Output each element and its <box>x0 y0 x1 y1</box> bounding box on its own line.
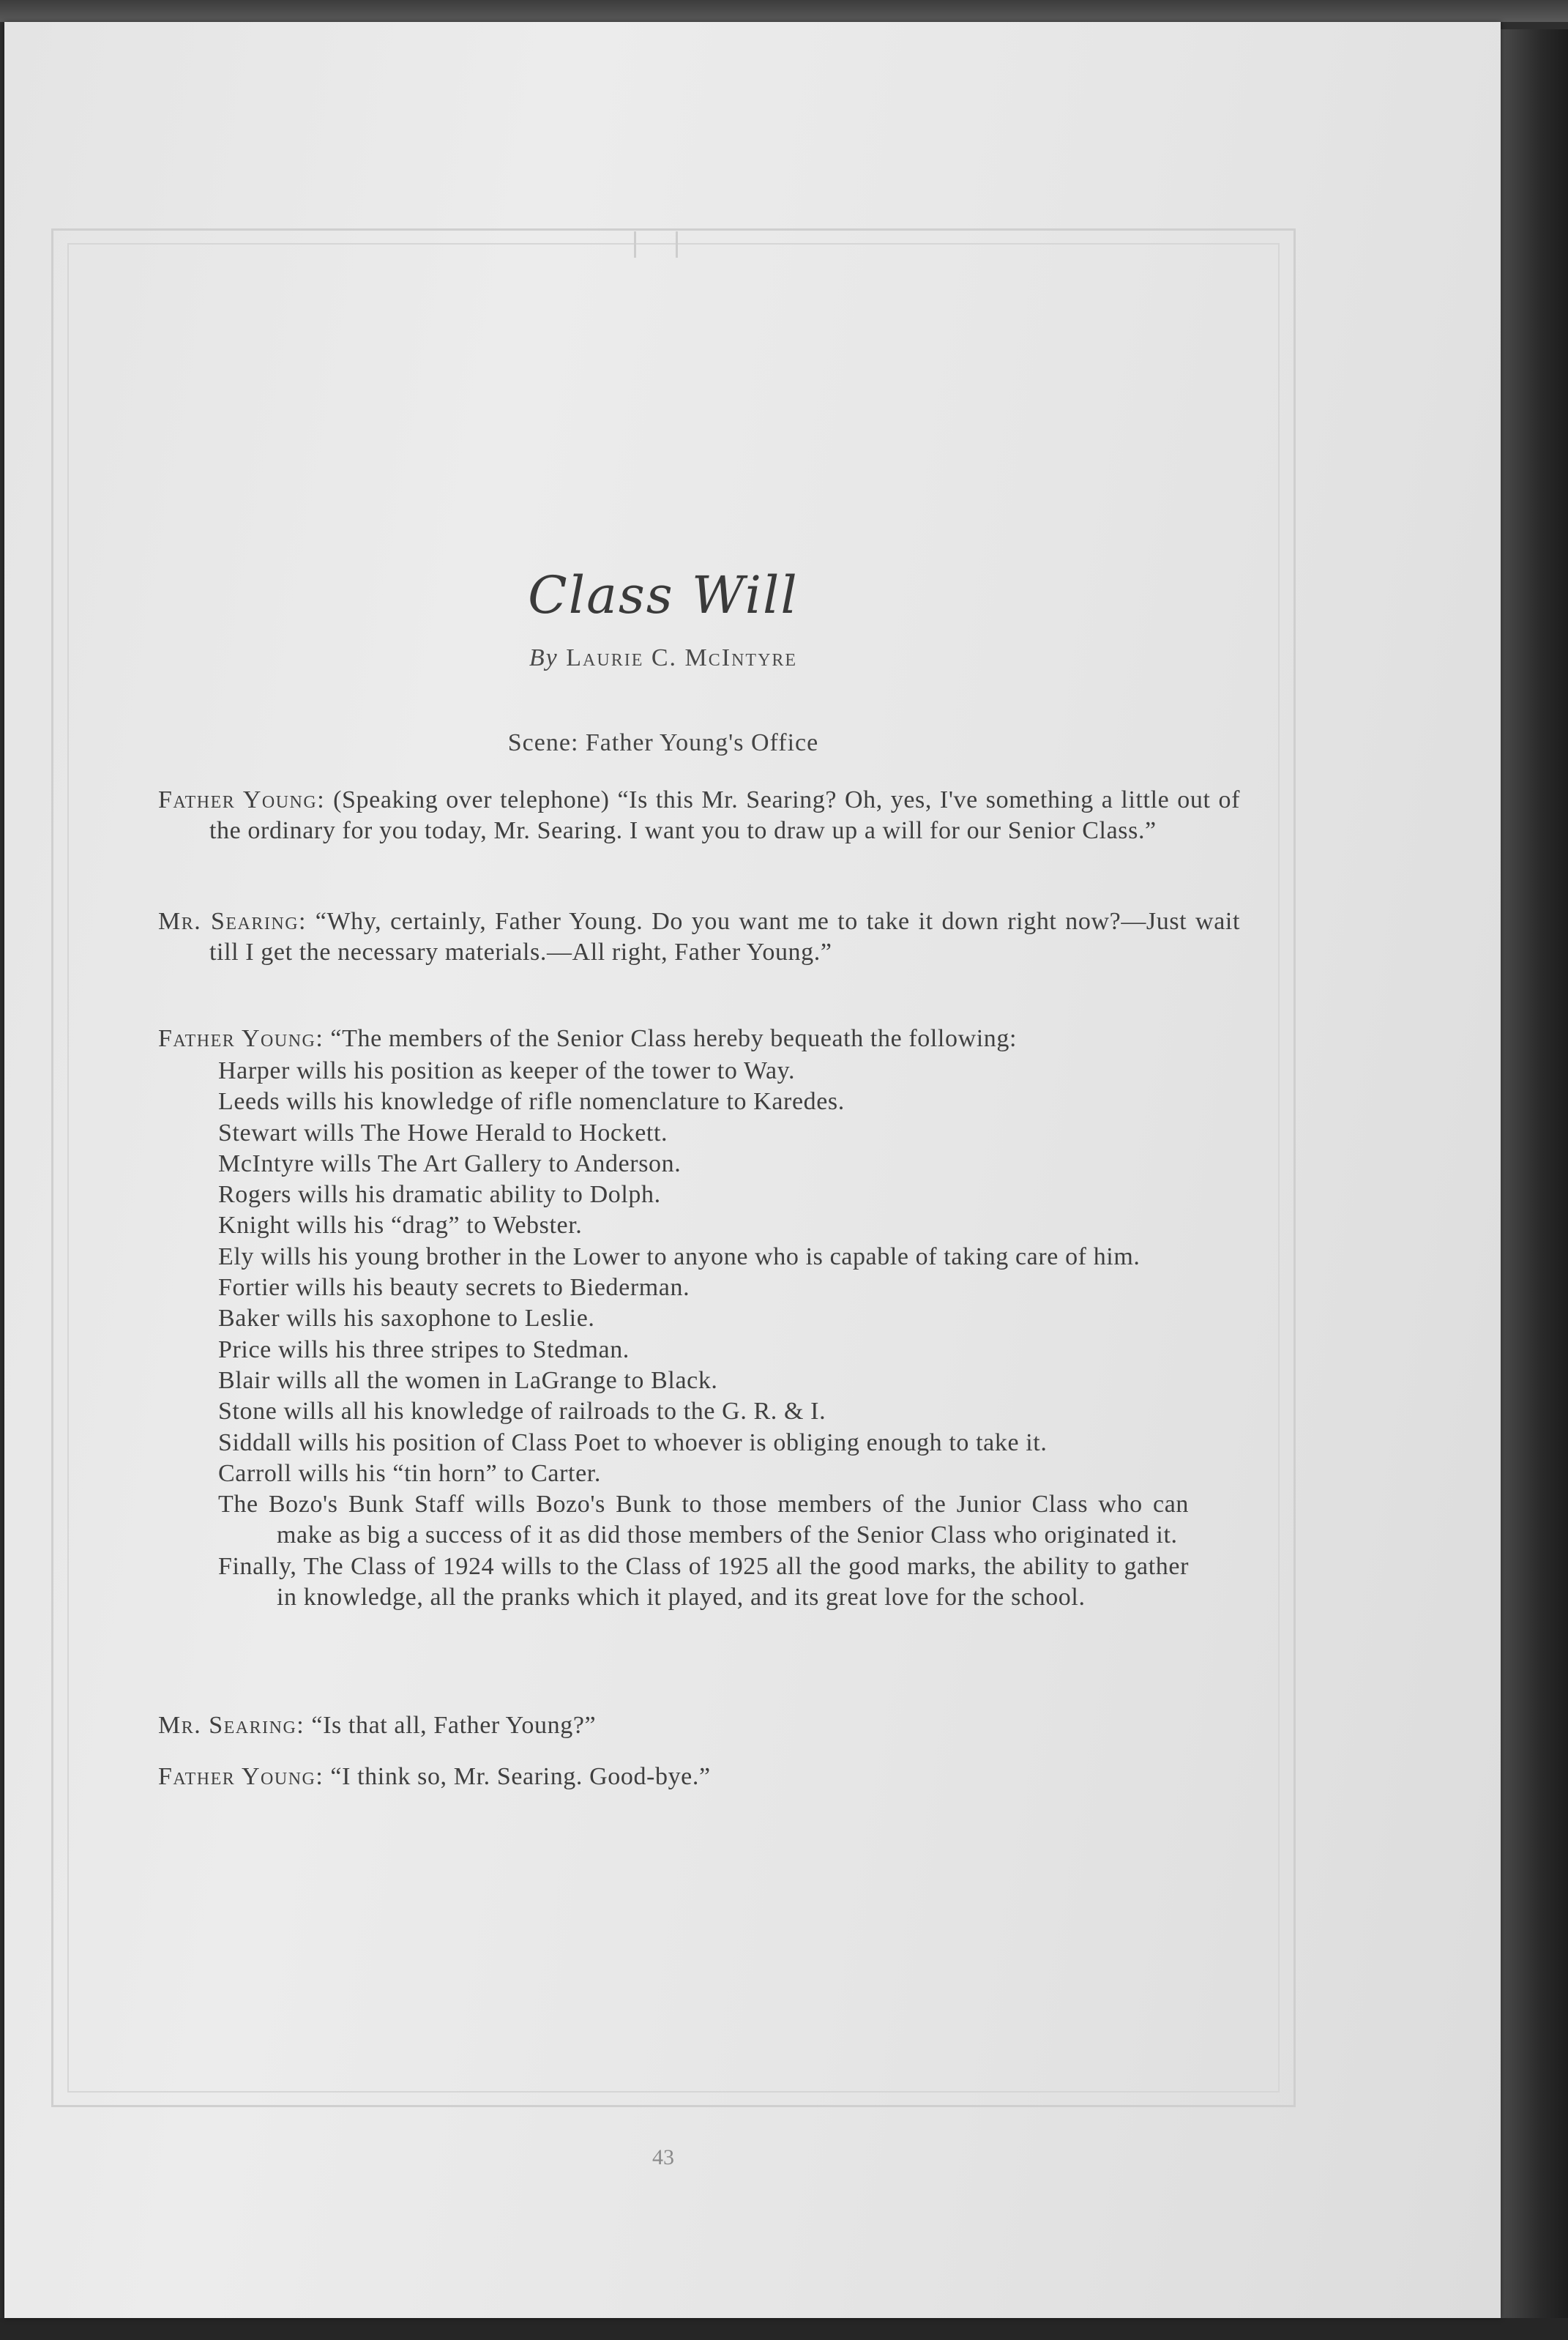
speech-text: “Why, certainly, Father Young. Do you want me to take it down right now?—Just wait till I get the necessary materials.—All right, Father Young.” <box>209 908 1240 966</box>
page-number: 43 <box>652 2145 674 2169</box>
byline-author: Laurie C. McIntyre <box>566 644 798 671</box>
binding-shadow <box>1501 29 1568 2340</box>
dialogue-line <box>158 1710 1240 1741</box>
bequest-item: Knight wills his “drag” to Webster. <box>218 1212 583 1240</box>
dialogue-line <box>158 785 1240 846</box>
speaker-name: Mr. Searing: <box>158 908 307 935</box>
speech-text: “I think so, Mr. Searing. Good-bye.” <box>330 1763 711 1790</box>
border-ornament <box>634 231 678 258</box>
speaker-name: Father Young: <box>158 1763 324 1790</box>
bequest-item: Stewart wills The Howe Herald to Hockett. <box>218 1119 668 1147</box>
bequest-item: McIntyre wills The Art Gallery to Anderson. <box>218 1149 682 1177</box>
bequest-item: Leeds wills his knowledge of rifle nomenclature to Karedes. <box>218 1088 845 1116</box>
speech-text: “Is that all, Father Young?” <box>311 1712 597 1739</box>
bequest-item: Siddall wills his position of Class Poet to whoever is obliging enough to take it. <box>218 1428 1048 1456</box>
scan-bottom-edge <box>0 2318 1568 2340</box>
page-title: Class Will <box>528 565 799 625</box>
bequest-item: Stone wills all his knowledge of railroads to the G. R. & I. <box>218 1398 826 1426</box>
dialogue-line <box>158 906 1240 968</box>
scan-top-edge <box>0 0 1568 22</box>
bequest-item: Ely wills his young brother in the Lower to anyone who is capable of taking care of him. <box>218 1242 1140 1270</box>
speaker-name: Father Young: <box>158 1025 324 1052</box>
bequest-item: Price wills his three stripes to Stedman. <box>218 1335 630 1363</box>
speaker-name: Mr. Searing: <box>158 1712 305 1739</box>
speaker-name: Father Young: <box>158 786 326 813</box>
bequest-item: Harper wills his position as keeper of the tower to Way. <box>218 1057 796 1084</box>
bequest-item: Carroll wills his “tin horn” to Carter. <box>218 1459 601 1487</box>
bequest-item: Blair wills all the women in LaGrange to Black. <box>218 1366 718 1394</box>
scene-heading: Scene: Father Young's Office <box>507 729 819 756</box>
bequest-item: Baker wills his saxophone to Leslie. <box>218 1305 595 1333</box>
paper-sheet <box>4 22 1501 2318</box>
bequest-item: Rogers wills his dramatic ability to Dolph. <box>218 1181 661 1209</box>
bequest-item: Finally, The Class of 1924 wills to the Class of 1925 all the good marks, the ability to gather in knowledge, all the pranks which it played, and its great love for the school. <box>218 1552 1189 1611</box>
byline <box>4 644 1322 672</box>
speech-text: (Speaking over telephone) “Is this Mr. Searing? Oh, yes, I've something a little out of the ordinary for you today, Mr. Searing. I want you to draw up a will for our Senior Class.” <box>209 786 1240 844</box>
bequest-item: Fortier wills his beauty secrets to Biederman. <box>218 1274 690 1302</box>
dialogue-line <box>158 1024 1240 1054</box>
dialogue-line <box>158 1762 1240 1792</box>
bequest-item: The Bozo's Bunk Staff wills Bozo's Bunk to those members of the Junior Class who can make as big a success of it as did those members of the Senior Class who originated it. <box>218 1491 1189 1549</box>
speech-text: “The members of the Senior Class hereby bequeath the following: <box>330 1025 1018 1052</box>
bequest-list <box>218 1056 1189 1613</box>
byline-by: By <box>529 644 559 671</box>
